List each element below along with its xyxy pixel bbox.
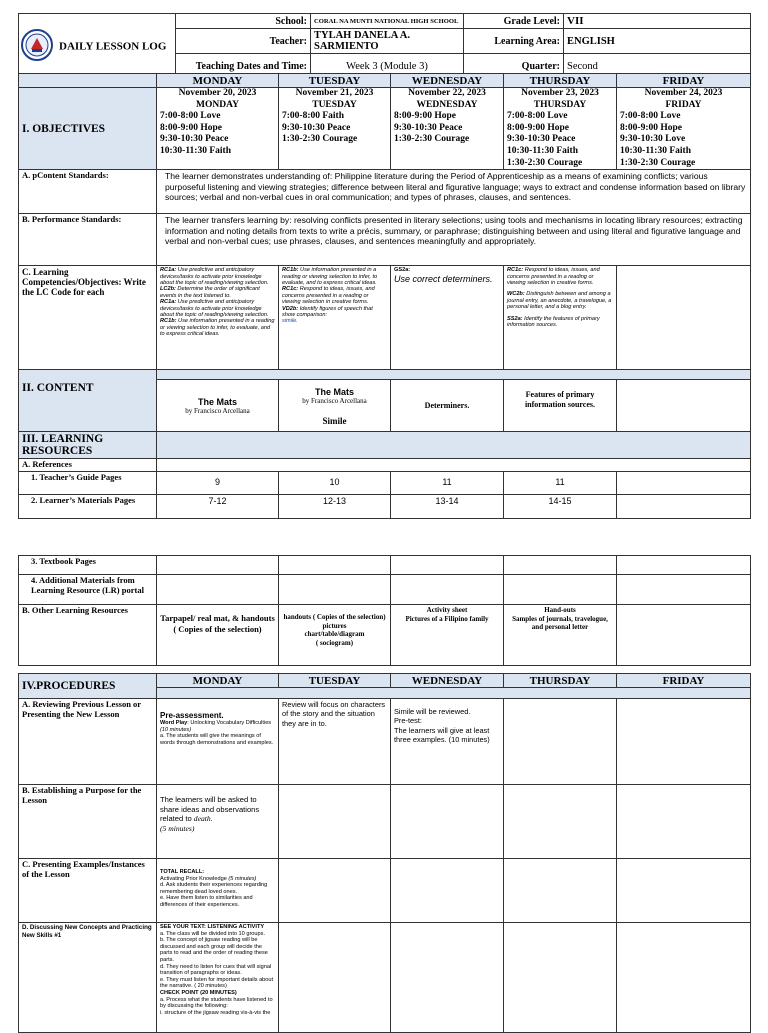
- day-header: TUESDAY: [279, 674, 391, 688]
- additional-materials-cell: [617, 575, 751, 605]
- textbook-cell: [279, 556, 391, 575]
- references-spacer: [157, 459, 751, 472]
- day-header: TUESDAY: [279, 74, 391, 88]
- competencies-tuesday: RC1b: Use information presented in a reading or viewing selection to infer, to evaluate, and to express critical ideas. RC1c: Respond to ideas, issues, and concerns presented in a reading or viewing selection in creative forms. VD2b: Identify figures of speech that show comparison: simile.: [279, 266, 391, 370]
- presenting-label: C. Presenting Examples/Instances of the Lesson: [19, 859, 157, 923]
- day-header: FRIDAY: [617, 674, 751, 688]
- discussing-friday: [617, 923, 751, 1033]
- presenting-wednesday: [391, 859, 504, 923]
- content-friday: [617, 380, 751, 432]
- reviewing-thursday: [504, 699, 617, 785]
- teachers-guide-label: 1. Teacher’s Guide Pages: [19, 471, 157, 494]
- purpose-thursday: [504, 785, 617, 859]
- other-resources-thursday: Hand-outs Samples of journals, travelogue, and personal letter: [504, 605, 617, 666]
- quarter-value: Second: [564, 54, 751, 80]
- teacher-label: Teacher:: [176, 29, 311, 54]
- performance-standards-label: B. Performance Standards:: [19, 214, 157, 266]
- other-resources-tuesday: handouts ( Copies of the selection) pictures chart/table/diagram ( sociogram): [279, 605, 391, 666]
- quarter-label: Quarter:: [464, 54, 564, 80]
- purpose-monday: The learners will be asked to share ideas and observations related to death. (5 minutes): [157, 785, 279, 859]
- schedule-thursday: November 23, 2023 THURSDAY 7:00-8:00 Love 8:00-9:00 Hope 9:30-10:30 Peace 10:30-11:30 Faith 1:30-2:30 Courage: [504, 88, 617, 170]
- textbook-label: 3. Textbook Pages: [19, 556, 157, 575]
- content-heading: II. CONTENT: [19, 370, 157, 432]
- additional-materials-cell: [504, 575, 617, 605]
- competencies-monday: RC1a: Use predictive and anticipatory devices/tasks to activate prior knowledge about the topic of reading/viewing selection. LC2b: Determine the order of significant events in the text listened to. RC1a: Use predictive and anticipatory devices/tasks to activate prior knowledge about the topic of reading/viewing selection. RC1b: Use information presented in a reading or viewing selection to infer, to evaluate, and to express critical ideas.: [157, 266, 279, 370]
- week-value: Week 3 (Module 3): [311, 54, 464, 80]
- page-title: DAILY LESSON LOG: [59, 40, 167, 53]
- textbook-cell: [617, 556, 751, 575]
- content-monday: The Mats by Francisco Arcellana: [157, 380, 279, 432]
- additional-materials-cell: [279, 575, 391, 605]
- deped-seal-icon: [21, 29, 53, 64]
- dates-label: Teaching Dates and Time:: [176, 54, 311, 80]
- procedures-table: [18, 673, 751, 1033]
- grade-value: VII: [564, 14, 751, 29]
- competencies-wednesday: GS2a: Use correct determiners.: [391, 266, 504, 370]
- discussing-wednesday: [391, 923, 504, 1033]
- purpose-label: B. Establishing a Purpose for the Lesson: [19, 785, 157, 859]
- competencies-label: C. Learning Competencies/Objectives: Write the LC Code for each: [19, 266, 157, 370]
- day-header: THURSDAY: [504, 74, 617, 88]
- schedule-friday: November 24, 2023 FRIDAY 7:00-8:00 Love 8:00-9:00 Hope 9:30-10:30 Love 10:30-11:30 Faith 1:30-2:30 Courage: [617, 88, 751, 170]
- discussing-monday: SEE YOUR TEXT: LISTENING ACTIVITY a. The class will be divided into 10 groups. b. The concept of jigsaw reading will be discussed and each group will decide the parts to read and the order of reading these parts. d. They need to listen for cues that will signal transition of paragraphs or ideas. e. They must listen for important details about the narrative. ( 20 minutes) CHECK POINT (20 MINUTES) a. Process what the students have listened to by discussing the following: i. structure of the jigsaw reading vis-à-vis the: [157, 923, 279, 1033]
- content-standards-label: A. pContent Standards:: [19, 170, 157, 214]
- objectives-heading: I. OBJECTIVES: [19, 88, 157, 170]
- schedule-monday: November 20, 2023 MONDAY 7:00-8:00 Love 8:00-9:00 Hope 9:30-10:30 Peace 10:30-11:30 Faith: [157, 88, 279, 170]
- presenting-tuesday: [279, 859, 391, 923]
- content-thursday: Features of primary information sources.: [504, 380, 617, 432]
- area-value: ENGLISH: [564, 29, 751, 54]
- teacher-value: TYLAH DANELA A. SARMIENTO: [311, 29, 464, 54]
- textbook-cell: [391, 556, 504, 575]
- reviewing-wednesday: Simile will be reviewed. Pre-test: The learners will give at least three examples. (10 minutes): [391, 699, 504, 785]
- teachers-guide-page: 9: [157, 471, 279, 494]
- reviewing-monday: Pre-assessment. Word Play: Unlocking Vocabulary Difficulties (10 minutes) a. The students will give the meanings of words through demonstrations and examples.: [157, 699, 279, 785]
- teachers-guide-page: 11: [504, 471, 617, 494]
- resources-table: [18, 555, 751, 666]
- additional-materials-cell: [391, 575, 504, 605]
- purpose-friday: [617, 785, 751, 859]
- discussing-tuesday: [279, 923, 391, 1033]
- discussing-thursday: [504, 923, 617, 1033]
- presenting-monday: TOTAL RECALL: Activating Prior Knowledge (5 minutes) d. Ask students their experiences regarding remembering dead loved ones. e. Have them listen to similarities and differences of their experiences.: [157, 859, 279, 923]
- learners-materials-page: 14-15: [504, 494, 617, 518]
- other-resources-monday: Tarpapel/ real mat, & handouts ( Copies of the selection): [157, 605, 279, 666]
- day-header: WEDNESDAY: [391, 74, 504, 88]
- purpose-wednesday: [391, 785, 504, 859]
- content-tuesday: The Mats by Francisco Arcellana Simile: [279, 380, 391, 432]
- additional-materials-cell: [157, 575, 279, 605]
- school-label: School:: [176, 14, 311, 29]
- day-header: FRIDAY: [617, 74, 751, 88]
- purpose-tuesday: [279, 785, 391, 859]
- reviewing-label: A. Reviewing Previous Lesson or Presenting the New Lesson: [19, 699, 157, 785]
- discussing-label: D. Discussing New Concepts and Practicing New Skills #1: [19, 923, 157, 1033]
- schedule-wednesday: November 22, 2023 WEDNESDAY 8:00-9:00 Hope 9:30-10:30 Peace 1:30-2:30 Courage: [391, 88, 504, 170]
- content-wednesday: Determiners.: [391, 380, 504, 432]
- presenting-thursday: [504, 859, 617, 923]
- teachers-guide-page: 11: [391, 471, 504, 494]
- title-cell: [19, 14, 176, 80]
- teachers-guide-page: 10: [279, 471, 391, 494]
- learners-materials-page: 13-14: [391, 494, 504, 518]
- learners-materials-page: 7-12: [157, 494, 279, 518]
- additional-materials-label: 4. Additional Materials from Learning Resource (LR) portal: [19, 575, 157, 605]
- learners-materials-label: 2. Learner’s Materials Pages: [19, 494, 157, 518]
- day-header: MONDAY: [157, 674, 279, 688]
- competencies-thursday: RC1c: Respond to ideas, issues, and concerns presented in a reading or viewing selection in creative forms. WC2b: Distinguish between and among a journal entry, an anecdote, a travelogue, a personal letter, and a blog entry. SS2a: Identify the features of primary information sources.: [504, 266, 617, 370]
- other-resources-label: B. Other Learning Resources: [19, 605, 157, 666]
- textbook-cell: [504, 556, 617, 575]
- presenting-friday: [617, 859, 751, 923]
- other-resources-friday: [617, 605, 751, 666]
- learners-materials-page: [617, 494, 751, 518]
- performance-standards-text: The learner transfers learning by: resolving conflicts presented in literary selections; using tools and mechanisms in locating library resources; extracting information and noting details from texts to write a précis, summary, or paraphrase; distinguishing between and using literal and figurative language and verbal and non-verbal cues; use phrases, clauses, and sentences meaningfully and appropriately.: [157, 214, 751, 266]
- resources-heading: III. LEARNING RESOURCES: [19, 432, 157, 459]
- days-corner: [19, 74, 157, 88]
- area-label: Learning Area:: [464, 29, 564, 54]
- objectives-table: [18, 73, 751, 519]
- resources-spacer: [157, 432, 751, 459]
- day-header: MONDAY: [157, 74, 279, 88]
- learners-materials-page: 12-13: [279, 494, 391, 518]
- grade-label: Grade Level:: [464, 14, 564, 29]
- other-resources-wednesday: Activity sheet Pictures of a Filipino family: [391, 605, 504, 666]
- procedures-heading: IV.PROCEDURES: [19, 674, 157, 699]
- content-standards-text: The learner demonstrates understanding of: Philippine literature during the Period of Apprenticeship as a means of examining conflicts; various purposeful listening and viewing strategies; difference between literal and figurative language; ways to extract and condense information based on library sources; verbal and non-verbal cues in oral communication; and types of phrases, clauses, and sentences.: [157, 170, 751, 214]
- reviewing-tuesday: Review will focus on characters of the story and the situation they are in to.: [279, 699, 391, 785]
- day-header: THURSDAY: [504, 674, 617, 688]
- reviewing-friday: [617, 699, 751, 785]
- teachers-guide-page: [617, 471, 751, 494]
- header-table: [18, 13, 751, 80]
- simile-link: simile.: [282, 318, 298, 325]
- textbook-cell: [157, 556, 279, 575]
- schedule-tuesday: November 21, 2023 TUESDAY 7:00-8:00 Faith 9:30-10:30 Peace 1:30-2:30 Courage: [279, 88, 391, 170]
- content-spacer: [157, 370, 751, 380]
- school-value: CORAL NA MUNTI NATIONAL HIGH SCHOOL: [311, 14, 464, 29]
- day-header: WEDNESDAY: [391, 674, 504, 688]
- procedures-spacer: [157, 688, 751, 699]
- competencies-friday: [617, 266, 751, 370]
- references-label: A. References: [19, 459, 157, 472]
